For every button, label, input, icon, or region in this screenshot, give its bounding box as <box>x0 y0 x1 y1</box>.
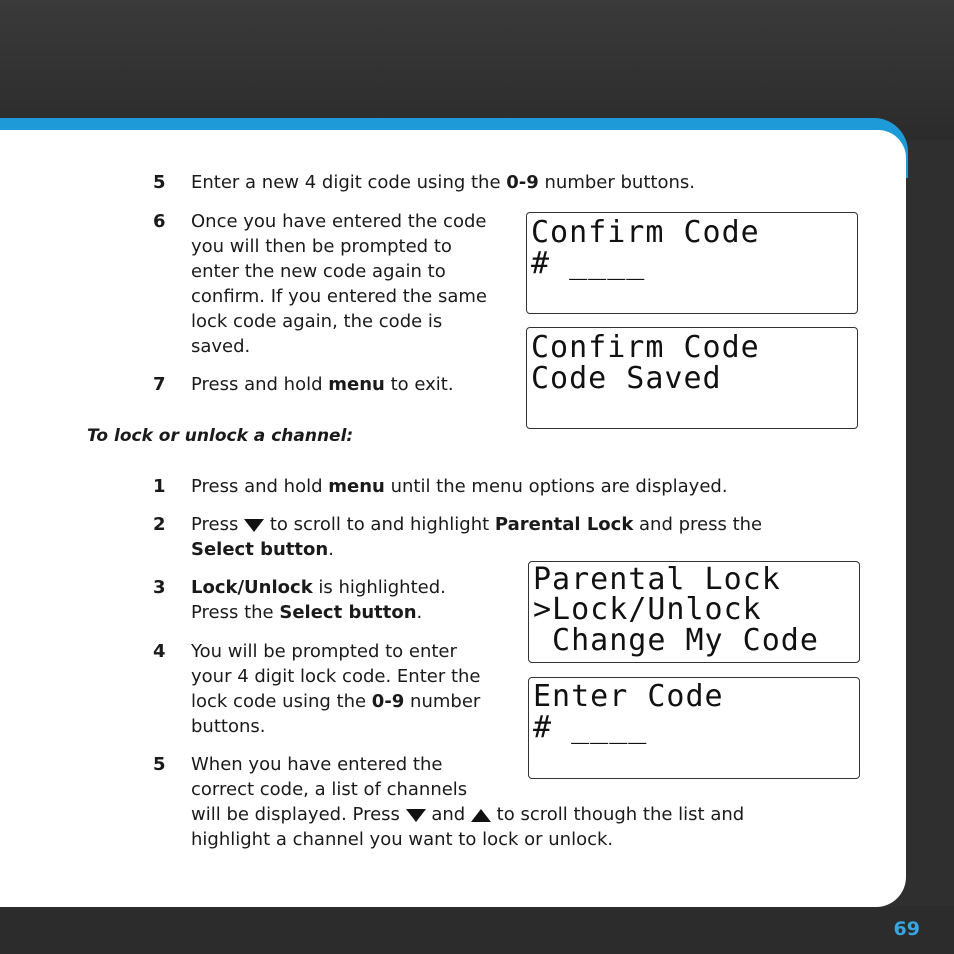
lcd-display-code-saved: Confirm Code Code Saved <box>526 327 858 429</box>
step-number: 5 <box>153 754 166 775</box>
lcd-display-confirm-code: Confirm Code # ____ <box>526 212 858 314</box>
step-number: 7 <box>153 374 166 395</box>
section-heading: To lock or unlock a channel: <box>87 426 354 446</box>
step-number: 4 <box>153 641 166 662</box>
step-text: Press and hold menu until the menu options are displayed. <box>191 476 728 497</box>
step-text: Enter a new 4 digit code using the 0-9 number buttons. <box>191 172 695 193</box>
step-number: 1 <box>153 476 166 497</box>
step-text: Press and hold menu to exit. <box>191 374 454 395</box>
step-text: Lock/Unlock is highlighted. Press the Select button. <box>191 577 446 623</box>
step-text: Press to scroll to and highlight Parental Lock and press the Select button. <box>191 514 763 560</box>
down-arrow-icon <box>406 809 426 822</box>
page-number: 69 <box>893 918 920 940</box>
step-number: 5 <box>153 172 166 193</box>
step-text: You will be prompted to enter your 4 digit lock code. Enter the lock code using the 0-9 number buttons. <box>191 641 481 737</box>
step-text: When you have entered the correct code, a list of channels will be displayed. Press and to scroll though the list and highlight a channel you want to lock or unlock. <box>191 754 745 850</box>
bottom-frame <box>0 907 954 954</box>
down-arrow-icon <box>244 519 264 532</box>
lcd-display-parental-lock: Parental Lock >Lock/Unlock Change My Code <box>528 561 860 663</box>
up-arrow-icon <box>471 809 491 822</box>
step-text: Once you have entered the code you will then be prompted to enter the new code again to confirm. If you entered the same lock code again, the code is saved. <box>191 211 487 357</box>
step-number: 6 <box>153 211 166 232</box>
step-number: 2 <box>153 514 166 535</box>
lcd-display-enter-code: Enter Code # ____ <box>528 677 860 779</box>
step-number: 3 <box>153 577 166 598</box>
